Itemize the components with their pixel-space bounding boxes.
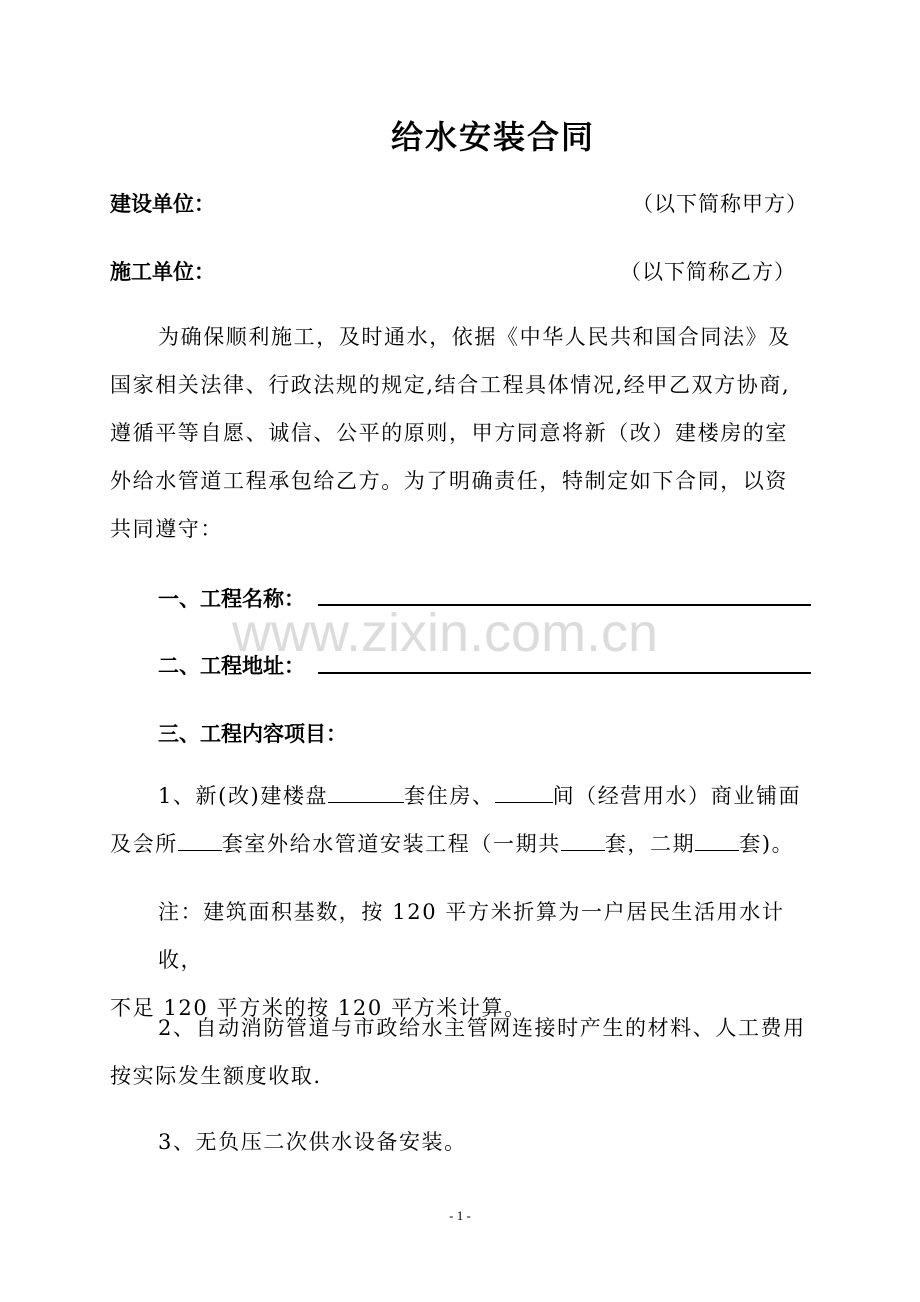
note-line: 注：建筑面积基数，按 120 平方米折算为一户居民生活用水计收，: [158, 900, 785, 972]
item1-line2: [110, 820, 810, 868]
item1-text: 及会所: [110, 832, 178, 856]
blank-field[interactable]: [495, 784, 553, 803]
page-number: - 1 -: [449, 1208, 471, 1223]
blank-field[interactable]: [178, 832, 222, 851]
party-b-row: [110, 256, 810, 286]
party-b-label: 施工单位：: [110, 260, 215, 284]
item1-line1: [110, 772, 810, 820]
project-address-label: 二、工程地址：: [158, 654, 305, 678]
item3-line: 3、无负压二次供水设备安装。: [158, 1130, 467, 1154]
note-line: 不足 120 平方米的按 120 平方米计算。: [110, 996, 527, 1020]
section-content-title: 三、工程内容项目：: [158, 722, 347, 746]
item1-text: 套住房、: [404, 784, 495, 808]
item1-text: 套，二期: [604, 832, 696, 856]
intro-paragraph: [110, 313, 810, 553]
intro-line: 为确保顺利施工，及时通水，依据《中华人民共和国合同法》及: [158, 325, 791, 349]
blank-field[interactable]: [328, 784, 404, 803]
intro-line: 外给水管道工程承包给乙方。为了明确责任，特制定如下合同，以资: [110, 469, 788, 493]
project-name-label: 一、工程名称：: [158, 587, 305, 611]
item1-text: 套室外给水管道安装工程（一期共: [221, 832, 561, 856]
project-address-blank[interactable]: [318, 672, 811, 674]
watermark: www.zixin.com.cn: [232, 603, 659, 663]
item1-text: 1、新(改)建楼盘: [158, 784, 329, 808]
party-a-note: （以下简称甲方）: [632, 192, 808, 216]
party-b-note: （以下简称乙方）: [620, 260, 796, 284]
item1-text: 套)。: [739, 832, 795, 856]
item1-text: 间（经营用水）商业铺面: [552, 784, 802, 808]
intro-line: 遵循平等自愿、诚信、公平的原则，甲方同意将新（改）建楼房的室: [110, 421, 788, 445]
blank-field[interactable]: [561, 832, 605, 851]
party-a-row: [110, 188, 810, 218]
intro-line: 国家相关法律、行政法规的规定,结合工程具体情况,经甲乙双方协商,: [110, 373, 791, 397]
item2-line: 按实际发生额度收取.: [110, 1064, 322, 1088]
item1-paragraph: [110, 772, 810, 868]
document-title: 给水安装合同: [390, 118, 595, 156]
party-a-label: 建设单位：: [110, 192, 215, 216]
item2-paragraph: [110, 1004, 810, 1100]
item3-paragraph: [110, 1118, 810, 1166]
blank-field[interactable]: [695, 832, 739, 851]
item2-line: 2、自动消防管道与市政给水主管网连接时产生的材料、人工费用: [158, 1016, 806, 1040]
intro-line: 共同遵守：: [110, 517, 223, 541]
